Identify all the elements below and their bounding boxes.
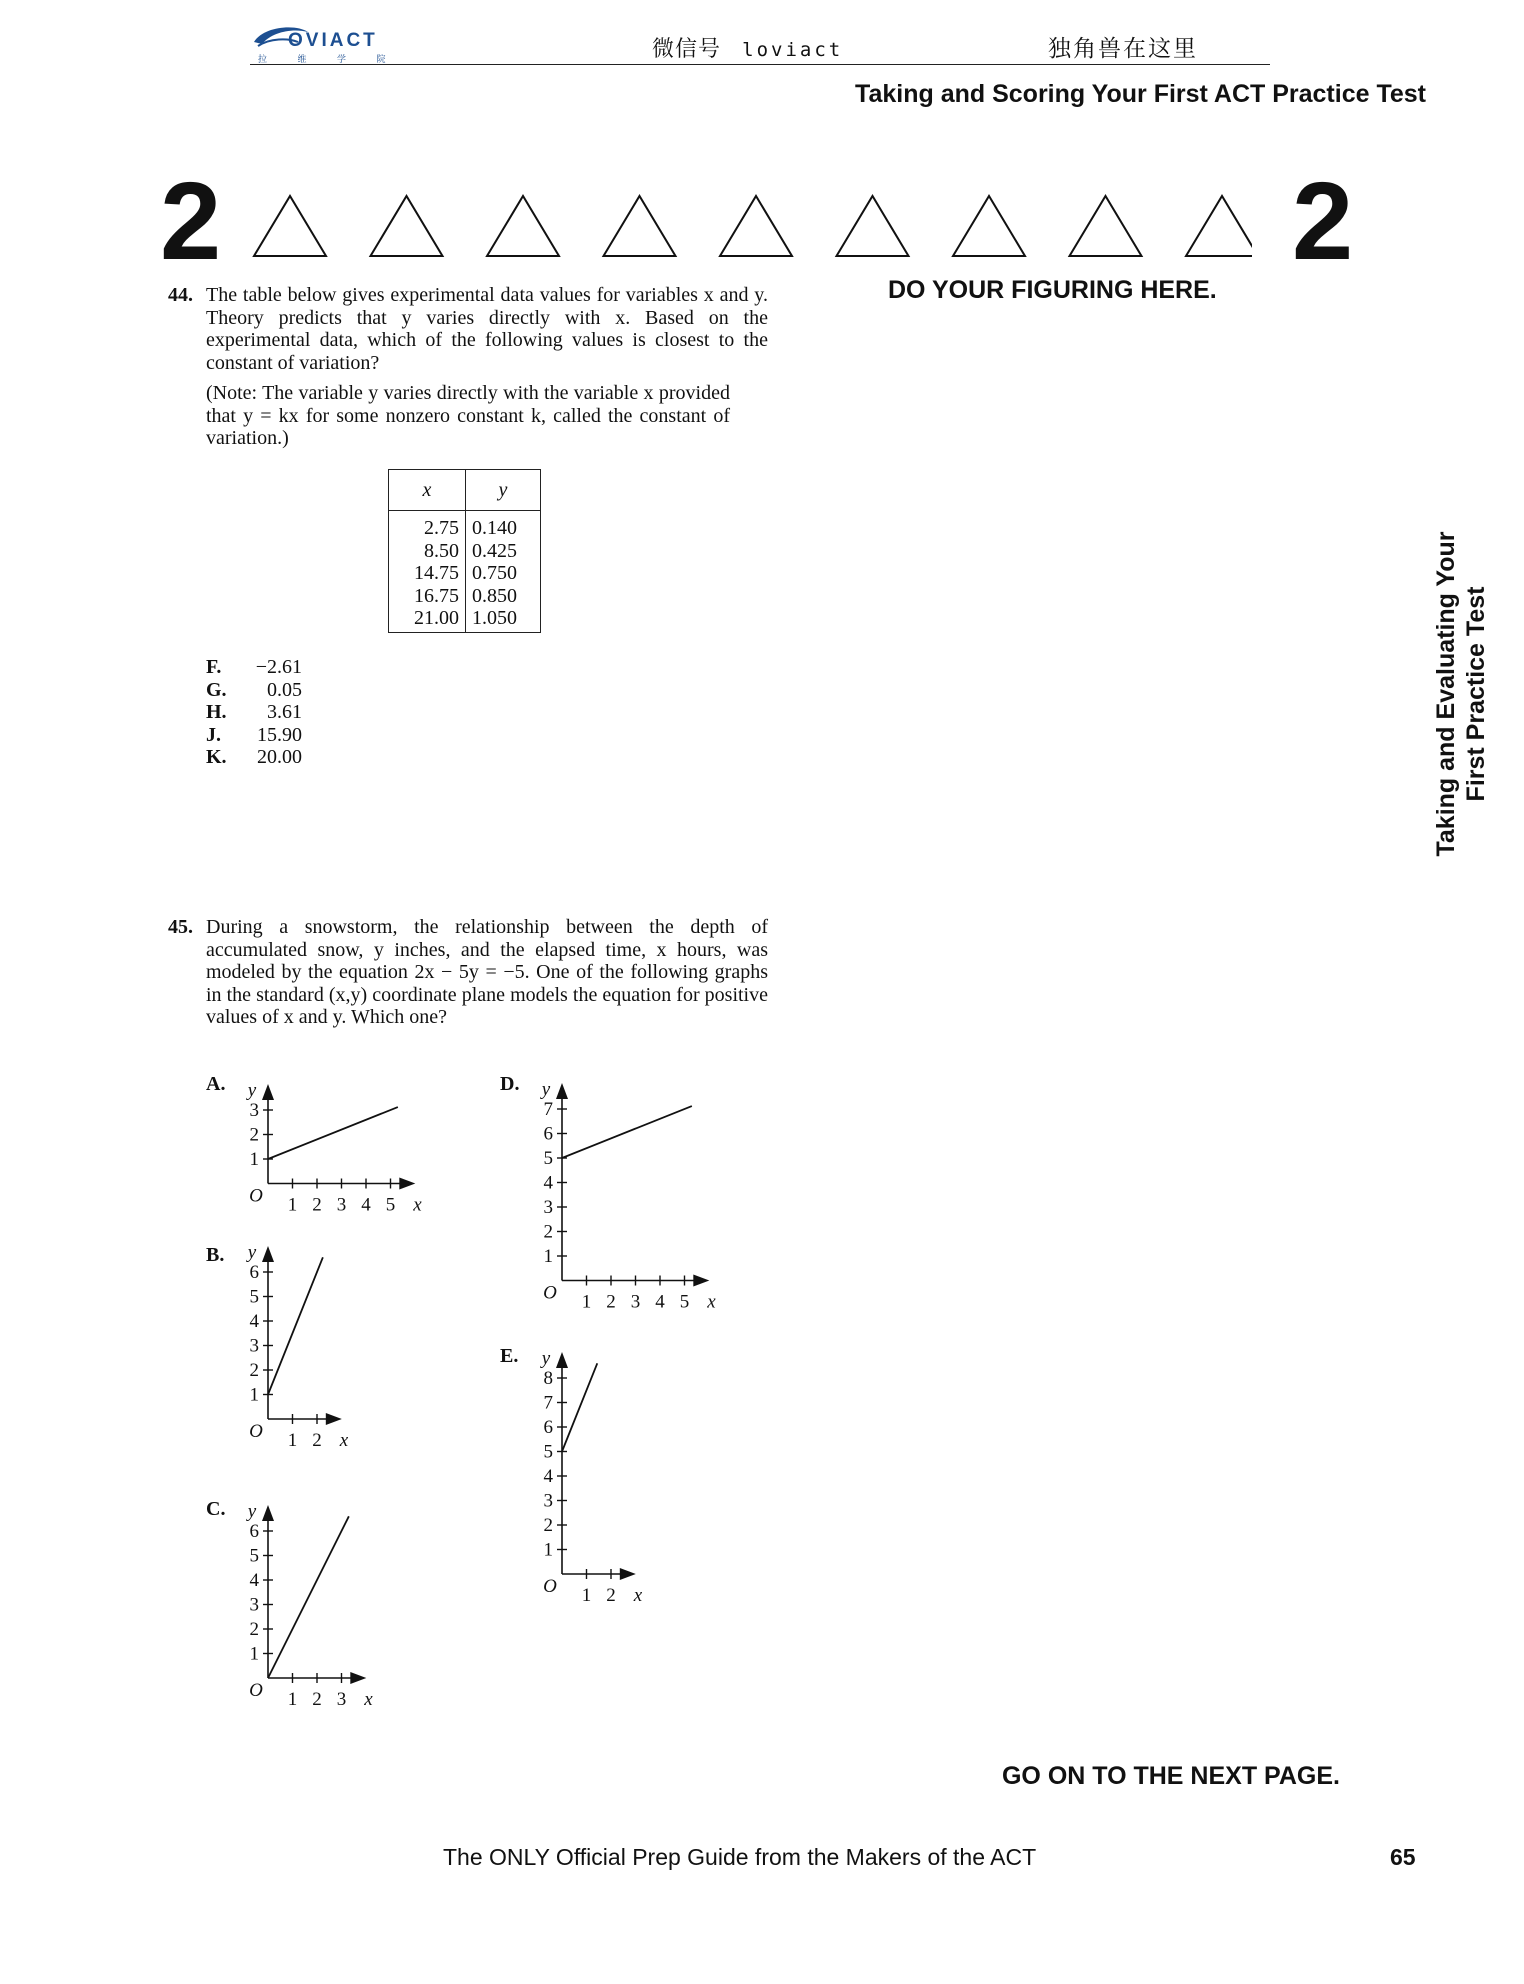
logo-text: OVIACT — [288, 30, 378, 51]
answer-choice-value: 15.90 — [257, 723, 302, 746]
x-tick-label: 2 — [606, 1585, 616, 1606]
section-triangle-icon — [487, 196, 559, 256]
y-tick-label: 2 — [249, 1360, 259, 1381]
x-tick-label: 2 — [312, 1194, 322, 1215]
table-cell-x: 2.75 — [424, 517, 459, 539]
section-number-right: 2 — [1292, 160, 1354, 283]
x-axis-arrow-icon — [399, 1177, 415, 1189]
x-tick-label: 4 — [655, 1291, 665, 1312]
table-header-x: x — [389, 470, 466, 511]
coordinate-graph[interactable] — [522, 1071, 755, 1331]
x-tick-label: 3 — [336, 1689, 347, 1710]
side-tab-line1: Taking and Evaluating Your — [1432, 531, 1460, 857]
y-tick-label: 2 — [543, 1515, 553, 1536]
wechat-label: 微信号 — [652, 36, 722, 61]
y-tick-label: 2 — [543, 1221, 553, 1242]
question-number: 45. — [168, 916, 193, 938]
y-tick-label: 8 — [543, 1368, 553, 1389]
x-tick-label: 1 — [287, 1689, 298, 1710]
section-triangle-icon — [720, 196, 792, 256]
coordinate-graph[interactable] — [228, 1493, 412, 1728]
section-triangle-icon — [953, 196, 1025, 256]
y-tick-label: 5 — [543, 1147, 553, 1169]
y-tick-label: 7 — [543, 1098, 553, 1120]
y-tick-label: 6 — [249, 1521, 259, 1542]
graph-choice-label[interactable]: B. — [206, 1244, 225, 1266]
y-tick-label: 3 — [249, 1335, 259, 1357]
answer-choice[interactable] — [206, 679, 302, 702]
question-44 — [168, 284, 768, 374]
y-axis-label: y — [247, 1241, 257, 1263]
header-rule — [250, 64, 1270, 65]
question-number: 44. — [168, 284, 193, 306]
section-number-left: 2 — [160, 160, 222, 283]
question-45 — [168, 916, 768, 1029]
answer-choice-label: H. — [206, 701, 227, 724]
triangle-row — [252, 190, 1252, 262]
y-tick-label: 7 — [543, 1392, 553, 1414]
y-tick-label: 4 — [249, 1311, 259, 1332]
x-tick-label: 2 — [606, 1291, 616, 1312]
y-tick-label: 5 — [249, 1545, 259, 1567]
answer-choice-value: 20.00 — [257, 746, 302, 769]
table-cell-y: 1.050 — [472, 607, 517, 630]
x-axis-label: x — [633, 1585, 643, 1606]
answer-choice-label: K. — [206, 746, 227, 769]
table-cell-y: 0.425 — [472, 539, 517, 562]
y-axis-label: y — [247, 1500, 257, 1522]
section-triangle-icon — [1070, 196, 1142, 256]
table-column-x — [389, 511, 466, 633]
x-axis-arrow-icon — [350, 1672, 366, 1684]
answer-choice-label: J. — [206, 723, 221, 746]
section-triangle-icon — [254, 196, 326, 256]
table-header-y: y — [466, 470, 541, 511]
y-tick-label: 2 — [249, 1124, 259, 1145]
side-tab — [1431, 494, 1503, 894]
answer-choice-label: G. — [206, 678, 227, 701]
answer-choice[interactable] — [206, 746, 302, 769]
page-number: 65 — [1390, 1844, 1416, 1870]
x-tick-label: 2 — [312, 1689, 322, 1710]
y-tick-label: 1 — [249, 1148, 259, 1170]
section-banner — [160, 160, 1360, 283]
y-tick-label: 1 — [249, 1643, 259, 1665]
x-tick-label: 2 — [312, 1430, 322, 1451]
y-tick-label: 4 — [249, 1570, 259, 1591]
y-tick-label: 6 — [249, 1262, 259, 1283]
answer-choice-value: 0.05 — [267, 678, 302, 701]
y-tick-label: 4 — [543, 1466, 553, 1487]
y-axis-arrow-icon — [556, 1082, 568, 1098]
y-axis-arrow-icon — [556, 1352, 568, 1368]
running-head: Taking and Scoring Your First ACT Practice Test — [855, 80, 1426, 108]
section-triangle-icon — [1186, 196, 1252, 256]
table-cell-y: 0.140 — [472, 517, 517, 539]
table-cell-x: 21.00 — [414, 607, 459, 630]
origin-label: O — [249, 1421, 263, 1442]
logo-subtext: 拉 维 学 院 — [258, 54, 400, 64]
origin-label: O — [249, 1185, 263, 1206]
table-cell-y: 0.850 — [472, 584, 517, 607]
section-triangle-icon — [371, 196, 443, 256]
wechat-id: loviact — [742, 39, 844, 61]
section-triangle-icon — [604, 196, 676, 256]
slogan: 独角兽在这里 — [1048, 35, 1198, 61]
origin-label: O — [249, 1680, 263, 1701]
answer-choice[interactable] — [206, 701, 302, 724]
y-tick-label: 1 — [249, 1384, 259, 1406]
logo — [250, 22, 420, 66]
answer-choice-label: F. — [206, 656, 222, 678]
side-tab-line2: First Practice Test — [1462, 586, 1490, 802]
x-tick-label: 1 — [581, 1291, 592, 1312]
question-text: The table below gives experimental data values for variables x and y. Theory predicts that y varies directly with x. Based on the experimental data, which of the following values is closest to the constant of variation? — [206, 284, 768, 374]
table-column-y — [466, 511, 541, 633]
y-tick-label: 3 — [543, 1196, 553, 1218]
graph-line — [268, 1107, 398, 1159]
x-axis-arrow-icon — [693, 1274, 709, 1286]
graph-line — [268, 1516, 349, 1678]
answer-choice-value: −2.61 — [255, 656, 302, 678]
x-tick-label: 1 — [287, 1430, 298, 1451]
data-table — [388, 469, 541, 633]
y-axis-label: y — [247, 1079, 257, 1101]
answer-choice[interactable] — [206, 724, 302, 747]
section-triangle-icon — [837, 196, 909, 256]
y-tick-label: 1 — [543, 1245, 553, 1267]
y-axis-label: y — [541, 1347, 551, 1369]
graph-line — [268, 1257, 323, 1394]
table-cell-x: 16.75 — [414, 584, 459, 607]
y-tick-label: 5 — [543, 1441, 553, 1463]
y-axis-arrow-icon — [262, 1505, 274, 1521]
coordinate-graph[interactable] — [522, 1340, 681, 1624]
x-tick-label: 5 — [679, 1291, 690, 1312]
x-tick-label: 3 — [630, 1291, 641, 1312]
graph-choice-label[interactable]: C. — [206, 1498, 226, 1520]
figuring-label: DO YOUR FIGURING HERE. — [888, 276, 1217, 304]
answer-choice-value: 3.61 — [267, 701, 302, 724]
x-axis-label: x — [339, 1430, 349, 1451]
y-tick-label: 3 — [543, 1490, 553, 1512]
x-axis-label: x — [707, 1291, 716, 1312]
footer-text: The ONLY Official Prep Guide from the Makers of the ACT — [443, 1844, 1037, 1870]
x-tick-label: 5 — [385, 1194, 396, 1215]
go-on-notice: GO ON TO THE NEXT PAGE. — [1001, 1762, 1340, 1790]
answer-choices-44 — [206, 656, 302, 769]
table-cell-x: 14.75 — [414, 562, 459, 585]
graph-choice-label[interactable]: E. — [500, 1345, 519, 1367]
graph-choice-label[interactable]: A. — [206, 1073, 226, 1095]
x-tick-label: 1 — [581, 1585, 592, 1606]
x-axis-arrow-icon — [326, 1413, 342, 1425]
x-tick-label: 1 — [287, 1194, 298, 1215]
x-tick-label: 3 — [336, 1194, 347, 1215]
x-axis-label: x — [364, 1689, 373, 1710]
graph-line — [562, 1363, 597, 1451]
question-note: (Note: The variable y varies directly with the variable x provided that y = kx for some nonzero constant k, called the constant of variation.) — [206, 382, 730, 449]
x-axis-arrow-icon — [620, 1568, 636, 1580]
y-tick-label: 1 — [543, 1539, 553, 1561]
y-axis-arrow-icon — [262, 1083, 274, 1099]
origin-label: O — [543, 1282, 557, 1303]
wechat-line — [652, 32, 843, 63]
y-tick-label: 5 — [249, 1286, 259, 1308]
y-tick-label: 6 — [543, 1123, 553, 1144]
graph-line — [562, 1106, 692, 1158]
graph-choice-label[interactable]: D. — [500, 1073, 520, 1095]
table-cell-y: 0.750 — [472, 562, 517, 585]
coordinate-graph[interactable] — [228, 1072, 461, 1234]
x-axis-label: x — [413, 1194, 422, 1215]
y-axis-arrow-icon — [262, 1246, 274, 1262]
coordinate-graph[interactable] — [228, 1234, 387, 1469]
y-tick-label: 2 — [249, 1619, 259, 1640]
y-tick-label: 6 — [543, 1417, 553, 1438]
question-text: During a snowstorm, the relationship between the depth of accumulated snow, y inches, and the elapsed time, x hours, was modeled by the equation 2x − 5y = −5. One of the following graphs in the standard (x,y) coordinate plane models the equation for positive values of x and y. Which one? — [206, 916, 768, 1028]
origin-label: O — [543, 1576, 557, 1597]
y-tick-label: 4 — [543, 1172, 553, 1193]
x-tick-label: 4 — [361, 1194, 371, 1215]
y-tick-label: 3 — [249, 1594, 259, 1616]
table-cell-x: 8.50 — [424, 539, 459, 562]
y-axis-label: y — [541, 1078, 551, 1100]
answer-choice[interactable] — [206, 656, 302, 679]
y-tick-label: 3 — [249, 1099, 259, 1121]
triangle-group — [254, 196, 1252, 256]
